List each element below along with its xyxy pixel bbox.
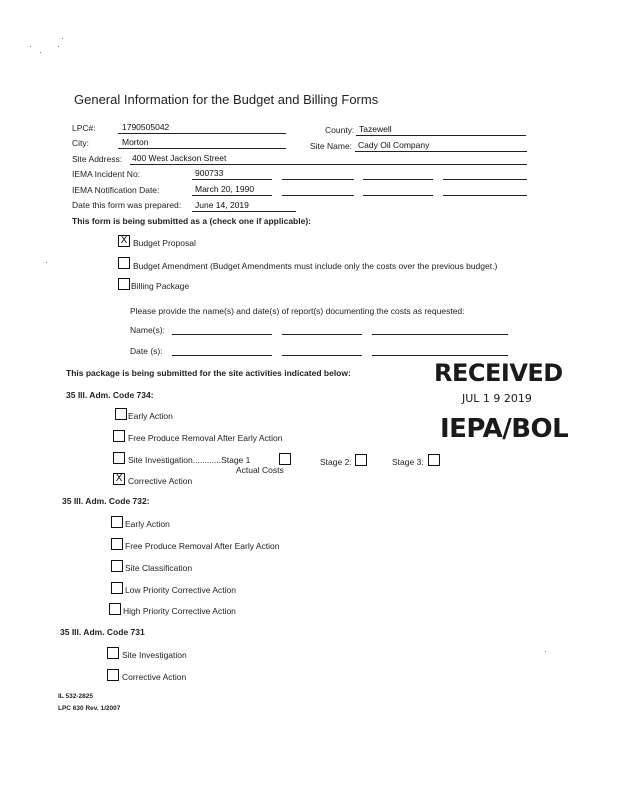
footer-revision: LPC 630 Rev. 1/2007	[58, 705, 121, 712]
code734-early-action-label: Early Action	[128, 411, 173, 421]
code731-site-investigation-checkbox[interactable]	[107, 647, 119, 659]
code731-title: 35 Ill. Adm. Code 731	[60, 627, 145, 637]
site-name-value: Cady Oil Company	[358, 140, 430, 150]
code734-actual-costs-label: Actual Costs	[236, 465, 284, 475]
footer-form-number: IL 532-2825	[58, 693, 93, 700]
code734-title: 35 Ill. Adm. Code 734:	[66, 390, 154, 400]
notification-label: IEMA Notification Date:	[72, 185, 160, 195]
names-underline-3	[372, 334, 508, 335]
code734-corrective-action-checkbox[interactable]	[113, 473, 125, 485]
code734-stage3-label: Stage 3:	[392, 457, 424, 467]
code731-corrective-action-checkbox[interactable]	[107, 669, 119, 681]
received-stamp: RECEIVED	[434, 359, 563, 387]
lpc-label: LPC#:	[72, 123, 96, 133]
code734-corrective-action-label: Corrective Action	[128, 476, 193, 486]
incident-underline	[192, 179, 272, 180]
incident-underline-4	[443, 179, 527, 180]
code734-site-investigation-label: Site Investigation............Stage 1	[128, 455, 251, 465]
code732-site-classification-label: Site Classification	[125, 563, 193, 573]
agency-stamp: IEPA/BOL	[440, 414, 569, 444]
names-underline-2	[282, 334, 362, 335]
code731-corrective-action-label: Corrective Action	[122, 672, 187, 682]
dates-label: Date (s):	[130, 346, 163, 356]
scan-speck	[62, 38, 63, 39]
budget-amendment-checkbox[interactable]	[118, 257, 130, 269]
county-label: County:	[325, 125, 355, 135]
dates-underline-2	[282, 355, 362, 356]
code734-early-action-checkbox[interactable]	[115, 408, 127, 420]
prepared-label: Date this form was prepared:	[72, 200, 182, 210]
budget-proposal-checkbox[interactable]	[118, 235, 130, 247]
city-underline	[118, 148, 286, 149]
dates-underline	[172, 355, 272, 356]
check-mark-icon: X	[120, 235, 128, 246]
code732-title: 35 Ill. Adm. Code 732:	[62, 496, 150, 506]
lpc-underline	[118, 133, 286, 134]
notification-underline	[192, 195, 272, 196]
code732-high-priority-label: High Priority Corrective Action	[123, 606, 236, 616]
code732-high-priority-checkbox[interactable]	[109, 603, 121, 615]
code734-free-product-checkbox[interactable]	[113, 430, 125, 442]
site-name-underline	[355, 151, 527, 152]
code732-low-priority-checkbox[interactable]	[111, 582, 123, 594]
code734-stage3-checkbox[interactable]	[428, 454, 440, 466]
scan-speck	[40, 52, 41, 53]
code734-stage2-label: Stage 2:	[320, 457, 352, 467]
incident-label: IEMA Incident No:	[72, 169, 141, 179]
county-value: Tazewell	[359, 124, 392, 134]
activities-heading: This package is being submitted for the site activities indicated below:	[66, 368, 351, 378]
scan-speck	[58, 46, 59, 47]
city-value: Morton	[122, 137, 149, 147]
scan-speck	[46, 262, 47, 263]
code732-free-product-label: Free Produce Removal After Early Action	[125, 541, 280, 551]
site-address-value: 400 West Jackson Street	[132, 153, 227, 163]
notification-underline-4	[443, 195, 527, 196]
page-title: General Information for the Budget and Billing Forms	[74, 92, 379, 107]
site-address-underline	[130, 164, 527, 165]
city-label: City:	[72, 138, 89, 148]
incident-value: 900733	[195, 168, 224, 178]
budget-amendment-label: Budget Amendment (Budget Amendments must include only the costs over the previous budget.)	[133, 261, 498, 271]
notification-underline-2	[282, 195, 354, 196]
names-label: Name(s):	[130, 325, 165, 335]
code732-early-action-checkbox[interactable]	[111, 516, 123, 528]
names-underline	[172, 334, 272, 335]
check-mark-icon: X	[115, 473, 123, 484]
site-address-label: Site Address:	[72, 154, 123, 164]
scan-speck	[545, 651, 546, 652]
code734-stage2-checkbox[interactable]	[355, 454, 367, 466]
code734-site-investigation-checkbox[interactable]	[113, 452, 125, 464]
code734-stage1-checkbox[interactable]	[279, 453, 291, 465]
form-type-heading: This form is being submitted as a (check one if applicable):	[72, 216, 311, 226]
notification-value: March 20, 1990	[195, 184, 255, 194]
code734-free-product-label: Free Produce Removal After Early Action	[128, 433, 283, 443]
received-date-stamp: JUL 1 9 2019	[462, 392, 532, 405]
scan-speck	[30, 46, 31, 47]
code731-site-investigation-label: Site Investigation	[122, 650, 187, 660]
code732-site-classification-checkbox[interactable]	[111, 560, 123, 572]
site-name-label: Site Name:	[310, 141, 353, 151]
provide-text: Please provide the name(s) and date(s) of report(s) documenting the costs as requested:	[130, 306, 465, 316]
code732-free-product-checkbox[interactable]	[111, 538, 123, 550]
incident-underline-3	[363, 179, 433, 180]
county-underline	[356, 135, 526, 136]
billing-package-label: Billing Package	[131, 281, 190, 291]
lpc-value: 1790505042	[122, 122, 170, 132]
incident-underline-2	[282, 179, 354, 180]
dates-underline-3	[372, 355, 508, 356]
billing-package-checkbox[interactable]	[118, 278, 130, 290]
code732-low-priority-label: Low Priority Corrective Action	[125, 585, 237, 595]
code732-early-action-label: Early Action	[125, 519, 170, 529]
prepared-value: June 14, 2019	[195, 200, 249, 210]
budget-proposal-label: Budget Proposal	[133, 238, 196, 248]
notification-underline-3	[363, 195, 433, 196]
prepared-underline	[192, 211, 296, 212]
